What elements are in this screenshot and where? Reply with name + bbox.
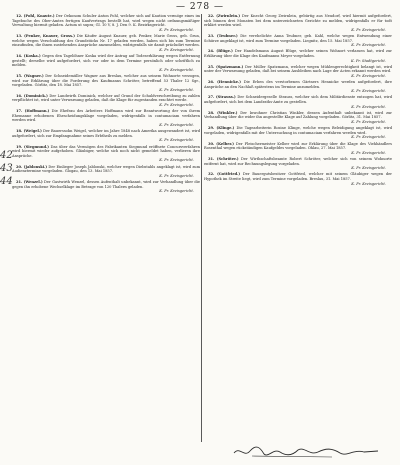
notice-entry	[12, 34, 200, 52]
notice-signature: K. Pr. Kreisgericht.	[351, 135, 386, 140]
notice-signature: K. Pr. Kreisgericht.	[351, 120, 386, 125]
notice-entry	[204, 126, 392, 140]
notice-signature: K. Pr. Kreisgericht.	[159, 87, 194, 92]
notice-signature: K. Pr. Kreisgericht.	[159, 138, 194, 143]
notice-entry	[12, 145, 200, 163]
notice-text: Der Schneidergeselle Strauss, welcher sich dem Militärdienste entzogen hat, wird aufgefordert, sich bei dem Landraths-Amte zu gestellen.	[204, 95, 392, 105]
notice-text: Der Oekonom Schuler Anton Pohl, welcher sich auf Kaution vermöge eines im Tagebuche des Ober-Amtes fertigen Kaufvertrags bestellt hat, wird wegen nicht ordnungsmäßiger Verwaltung hiermit geladen. Actum ut supra; Gl. 10 V, 8. J. Den 9. K. Bezirksgericht.	[12, 14, 200, 28]
notice-signature: K. Pr. Kreisgericht.	[351, 166, 386, 171]
right-column	[204, 14, 392, 442]
notice-signature: K. Pr. Kreisgericht.	[351, 89, 386, 94]
notice-signature: K. Pr. Kreisgericht.	[351, 73, 386, 78]
notice-signature: K. Pr. Kreisgericht.	[159, 27, 194, 32]
margin-mark: 44	[0, 176, 13, 187]
notice-text: Der Knecht Georg Zwirnlein, gebürtig aus Neudorf, wird hiermit aufgefordert, sich binnen drei Monaten bei dem unterzeichneten Gerichte zu melden, widrigenfalls er für todt erklärt werden wird.	[204, 14, 392, 28]
notice-signature: K. Pr. Stadtgericht.	[351, 58, 386, 63]
notice-text: Der Müller Spatzmann, welcher wegen Mühlengerechtigkeit belangt ist, wird unter der Verwarnung geladen, daß bei seinem Ausbleiben nach Lage der Acten erkannt werden wird.	[204, 64, 392, 74]
notice-signature: K. Pr. Kreisgericht.	[159, 47, 194, 52]
notice-entry	[12, 14, 200, 32]
notice-heading: 26. (Hennicke.)	[208, 80, 241, 85]
notice-entry	[204, 80, 392, 94]
notice-entry	[204, 111, 392, 125]
notice-text: Der Inwohner Christian Winkler, dessen Aufenthalt unbekannt ist, wird zur Verhandlung über die wider ihn angestellte Klage auf Zahlung vorgeladen. Görlitz, 31. Mai 1857.	[204, 110, 392, 120]
notice-entry	[12, 109, 200, 127]
left-column	[12, 14, 200, 442]
notice-entry	[12, 74, 200, 92]
handwritten-signature	[232, 444, 382, 460]
notice-text: Die Tagearbeiterin Rosine Klinge, welche wegen Beleidigung angeklagt ist, wird vorgeladen, widrigenfalls mit der Untersuchung in contumaciam verfahren werden wird.	[204, 126, 392, 135]
notice-heading: 15. (Wagner.)	[16, 73, 44, 78]
notice-entry	[204, 14, 392, 32]
notice-entry	[204, 157, 392, 171]
notice-heading: 13. (Penker, Knauer, Gross.)	[16, 33, 75, 38]
notice-heading: 16. (Dominick.)	[16, 93, 48, 98]
signature-scribble	[232, 444, 382, 460]
notice-entry	[204, 49, 392, 63]
notice-heading: 17. (Hoffmann.)	[16, 109, 50, 114]
notice-entry	[204, 142, 392, 156]
notice-heading: 24. (Blüge.)	[208, 49, 233, 54]
notice-text: Das über das Vermögen des Fabrikanten Siegmund eröffnete Concursverfahren wird hiermit wieder aufgehoben. Gläubiger, welche sich noch nicht gemeldet haben, verlieren ihre Ansprüche.	[12, 144, 200, 158]
notice-text: Der Wirthschaftsbeamte Robert Schröter, welcher sich von seinem Wohnorte entfernt hat, wird zur Rechnungslegung vorgeladen.	[204, 156, 392, 166]
notice-heading: 32. (Gottfried.)	[208, 172, 241, 177]
notice-signature: K. Pr. Kreisgericht.	[159, 189, 194, 194]
notice-text: Die Käufer August Knauer, geb. Penker, Marie Gross, geb. Grun, welche wegen Verschuldung des Grundstücks Nr. 17 geladen werden, haben sich bis zum Termine einzufinden, die ihnen zustehenden Ansprüche anzumelden, widrigenfalls sie damit präcludirt werden.	[12, 33, 200, 48]
notice-entry	[12, 165, 200, 179]
notice-heading: 23. (Teubner.)	[208, 33, 238, 38]
notice-entry	[12, 129, 200, 143]
notice-text: Die Ehefrau des Arbeiters Hoffmann wird zur Beantwortung der von ihrem Ehemanne erhobenen Ehescheidungsklage vorgeladen, widrigenfalls in contumaciam verfahren werden wird.	[12, 109, 200, 123]
notice-signature: K. Pr. Kreisgericht.	[159, 67, 194, 72]
notice-text: Die Erben des verstorbenen Gärtners Hennicke werden aufgefordert, ihre Ansprüche an den Nachlaß spätestens im Termine anzumelden.	[204, 80, 392, 89]
notice-text: Der Einlieger Joseph Jablonski, welcher wegen Diebstahls angeklagt ist, wird zum Audienztermine vorgeladen. Glogau, den 13. Mai 1857.	[12, 164, 200, 174]
notice-entry	[204, 95, 392, 109]
notice-entry	[12, 54, 200, 72]
notice-heading: 27. (Strauss.)	[208, 95, 236, 100]
page-number: — 278 —	[176, 2, 224, 12]
notice-text: Die verehelichte Anna Teubner, geb. Kahl, welche wegen Entwendung einer Schürze angeklagt ist, wird zum Termine vorgeladen. Liegnitz, den 15. Mai 1857.	[204, 33, 392, 43]
notice-heading: 29. (Klinge.)	[208, 126, 235, 131]
margin-mark: 43	[0, 163, 13, 174]
notice-heading: 31. (Schröter.)	[208, 156, 239, 161]
notice-text: Der Schneidemüller Wagner aus Breslau, welcher aus seinem Wohnorte verzogen, wird zur Erklärung über die Forderung des Kaufmanns Schröter, betreffend 53 Thaler 12 Sgr., vorgeladen. Görlitz, den 18. Mai 1857.	[12, 73, 200, 88]
notice-heading: 18. (Weigel.)	[16, 129, 42, 134]
notice-text: Der Landwirth Dominick, welcher auf Grund der Schuldverschreibung zu zahlen verpflichtet ist, wird unter Verwarnung geladen, daß die Klage für zugestanden erachtet werde.	[12, 93, 200, 103]
notice-entry	[204, 65, 392, 79]
notice-entry	[12, 180, 200, 194]
notice-heading: 20. (Jablonski.)	[16, 164, 48, 169]
notice-text: Der Bauergutsbesitzer Gottfried, welcher mit seinem Gläubiger wegen der Hypothek im Streite liegt, wird zum Termine vorgeladen. Breslau, 31. Mai 1857.	[204, 172, 392, 181]
notice-signature: K. Pr. Kreisgericht.	[159, 123, 194, 128]
column-divider	[201, 14, 202, 442]
notice-signature: K. Pr. Kreisgericht.	[351, 43, 386, 48]
notice-signature: K. Pr. Kreisgericht.	[351, 150, 386, 155]
notice-signature: K. Pr. Kreisgericht.	[159, 173, 194, 178]
notice-heading: 19. (Siegmund.)	[16, 144, 49, 149]
notice-text: Der Bauerssohn Weigel, welcher im Jahre 1848 nach Amerika ausgewandert ist, wird aufgefordert, sich zur Empfangnahme seines Erbtheils zu melden.	[12, 129, 200, 138]
notice-signature: K. Pr. Kreisgericht.	[351, 27, 386, 32]
notice-heading: 25. (Spatzmann.)	[208, 64, 244, 69]
notice-text: Gegen den Tagelöhner Koska wird der Antrag auf Todeserklärung wegen Entfernung gestellt; derselbe wird aufgefordert, sich vor oder in dem Termine persönlich oder schriftlich zu melden.	[12, 53, 200, 68]
notice-heading: 12. (Pohl, Knaute.)	[16, 14, 55, 18]
notice-entry	[204, 172, 392, 186]
notice-text: Der Handelsmann August Blüge, welcher seinen Wohnort verlassen hat, wird zur Erklärung über die Klage des Kaufmanns Meyer vorgeladen.	[204, 49, 392, 58]
notice-heading: 14. (Koska.)	[16, 53, 41, 58]
notice-heading: 30. (Kelber.)	[208, 141, 234, 146]
notice-signature: K. Pr. Kreisgericht.	[159, 103, 194, 108]
notice-heading: 21. (Wenzel.)	[16, 179, 43, 184]
notice-signature: K. Pr. Kreisgericht.	[351, 181, 386, 186]
notice-text: Der Gastwirth Wenzel, dessen Aufenthalt unbekannt, wird zur Verhandlung über die gegen ihn erhobene Wechselklage im Betrage von 120 Thalern geladen.	[12, 179, 200, 189]
notice-entry	[204, 34, 392, 48]
margin-mark: 42	[0, 150, 13, 161]
notice-signature: K. Pr. Kreisgericht.	[159, 158, 194, 163]
notice-heading: 22. (Zwirnlein.)	[208, 14, 241, 18]
notice-signature: K. Pr. Kreisgericht.	[351, 104, 386, 109]
notice-heading: 28. (Winkler.)	[208, 110, 238, 115]
notice-entry	[12, 94, 200, 108]
notice-text: Der Fleischermeister Kelber wird zur Erklärung über die Klage des Viehhändlers Rosenthal wegen rückständigen Kaufgeldes vorgeladen. Ohlau, 27. Mai 1857.	[204, 141, 392, 151]
